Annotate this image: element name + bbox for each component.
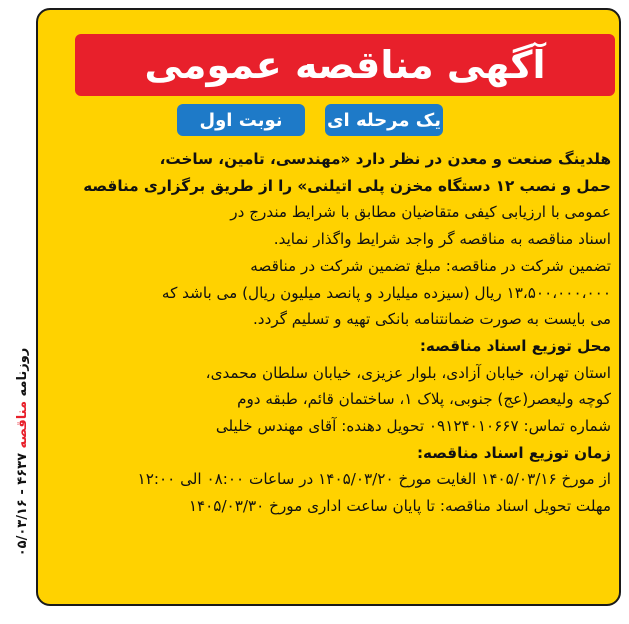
- newspaper-credit: [2, 300, 32, 600]
- body-line: مهلت تحویل اسناد مناقصه: تا پایان ساعت اداری مورخ ۱۴۰۵/۰۳/۳۰: [188, 497, 611, 516]
- body-line: اسناد مناقصه به مناقصه گر واجد شرایط واگذار نماید.: [273, 230, 611, 249]
- body-line: محل توزیع اسناد مناقصه:: [419, 336, 611, 355]
- body-line: تضمین شرکت در مناقصه: مبلغ تضمین شرکت در مناقصه: [250, 256, 611, 275]
- one-stage-badge: یک مرحله ای: [325, 104, 443, 136]
- body-line: زمان توزیع اسناد مناقصه:: [416, 443, 611, 462]
- newspaper-credit-text: [15, 307, 39, 597]
- body-line: می بایست به صورت ضمانتنامه بانکی تهیه و تسلیم گردد.: [252, 310, 611, 329]
- body-line: استان تهران، خیابان آزادی، بلوار عزیزی، خیابان سلطان محمدی،: [205, 363, 611, 382]
- notice-body: [54, 146, 611, 520]
- body-line: عمومی با ارزیابی کیفی متقاضیان مطابق با شرایط مندرج در: [230, 203, 611, 222]
- body-line: هلدینگ صنعت و معدن در نظر دارد «مهندسی، تامین، ساخت،: [159, 150, 611, 168]
- newspaper-prefix: روزنامه: [15, 347, 30, 397]
- body-line: از مورخ ۱۴۰۵/۰۳/۱۶ الغایت مورخ ۱۴۰۵/۰۳/۲۰ در ساعات ۰۸:۰۰ الی ۱۲:۰۰: [137, 470, 611, 489]
- issue-info: ۴۶۳۷ - ۰۵/۰۳/۱۶: [15, 452, 30, 557]
- notice-title: آگهی مناقصه عمومی: [144, 43, 546, 87]
- body-line: حمل و نصب ۱۲ دستگاه مخزن پلی اتیلنی» را از طریق برگزاری مناقصه: [83, 176, 611, 195]
- first-turn-badge: نوبت اول: [177, 104, 305, 136]
- body-line: شماره تماس: ۰۹۱۲۴۰۱۰۶۶۷ تحویل دهنده: آقای مهندس خلیلی: [215, 417, 611, 436]
- newspaper-brand: مناقصه: [15, 401, 30, 449]
- title-banner: [75, 34, 615, 96]
- body-line: ۱۳،۵۰۰،۰۰۰،۰۰۰ ریال (سیزده میلیارد و پانصد میلیون ریال) می باشد که: [161, 283, 611, 302]
- body-line: کوچه ولیعصر(عج) جنوبی، پلاک ۱، ساختمان قائم، طبقه دوم: [237, 390, 611, 409]
